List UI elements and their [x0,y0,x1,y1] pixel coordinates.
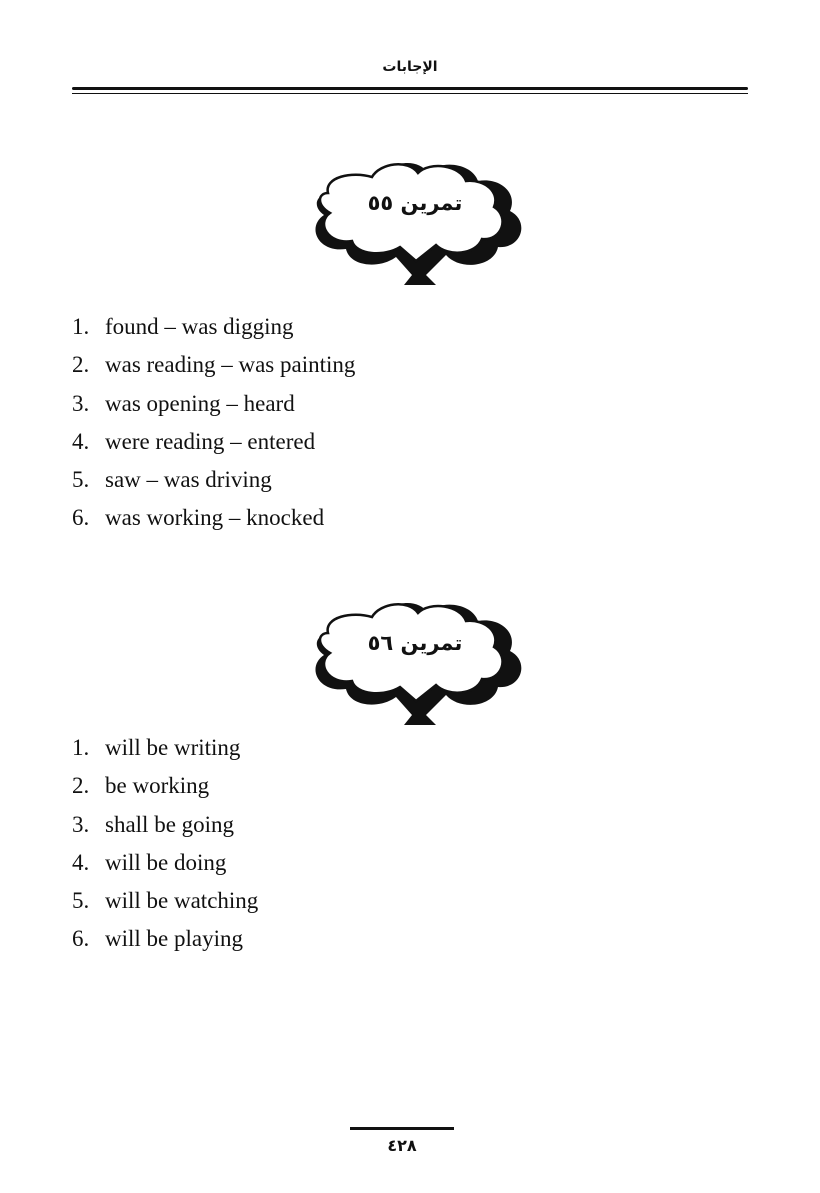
exercise-55-cloud-badge [300,157,530,285]
item-number: 3. [72,811,90,837]
list-item [72,920,258,958]
item-number: 4. [72,849,90,875]
item-text: was opening – heard [105,390,295,416]
item-number: 6. [72,926,90,952]
list-item [72,346,355,384]
item-number: 2. [72,352,90,378]
exercise-55-title: تمرين ٥٥ [367,191,463,215]
cloud-shape-icon [300,597,530,725]
footer-rule [350,1127,454,1130]
list-item [72,308,355,346]
item-text: will be writing [105,735,241,760]
item-text: will be watching [105,888,259,914]
header-rule-thick [72,87,748,90]
list-item [72,499,355,537]
item-number: 5. [72,467,90,493]
item-number: 3. [72,390,90,416]
item-text: be working [105,773,210,799]
item-number: 6. [72,505,90,531]
item-number: 1. [72,735,90,760]
item-number: 5. [72,888,90,914]
cloud-shape-icon [300,157,530,285]
item-text: found – was digging [105,314,294,339]
header-rule-thin [72,93,748,94]
list-item [72,882,258,920]
exercise-55-answers [72,308,355,538]
list-item [72,385,355,423]
page-header-title: الإجابات [382,59,438,75]
list-item [72,461,355,499]
item-number: 1. [72,314,90,339]
list-item [72,729,258,767]
item-text: shall be going [105,811,235,837]
item-number: 2. [72,773,90,799]
item-text: will be playing [105,926,243,952]
list-item [72,844,258,882]
exercise-56-answers [72,729,258,959]
exercise-56-title: تمرين ٥٦ [367,631,463,655]
item-text: were reading – entered [105,428,316,454]
item-text: was working – knocked [105,505,325,531]
exercise-56-cloud-badge [300,597,530,725]
item-text: will be doing [105,849,227,875]
item-text: was reading – was painting [105,352,356,378]
item-text: saw – was driving [105,467,272,493]
page-number: ٤٢٨ [387,1136,417,1155]
item-number: 4. [72,428,90,454]
list-item [72,806,258,844]
list-item [72,423,355,461]
list-item [72,767,258,805]
